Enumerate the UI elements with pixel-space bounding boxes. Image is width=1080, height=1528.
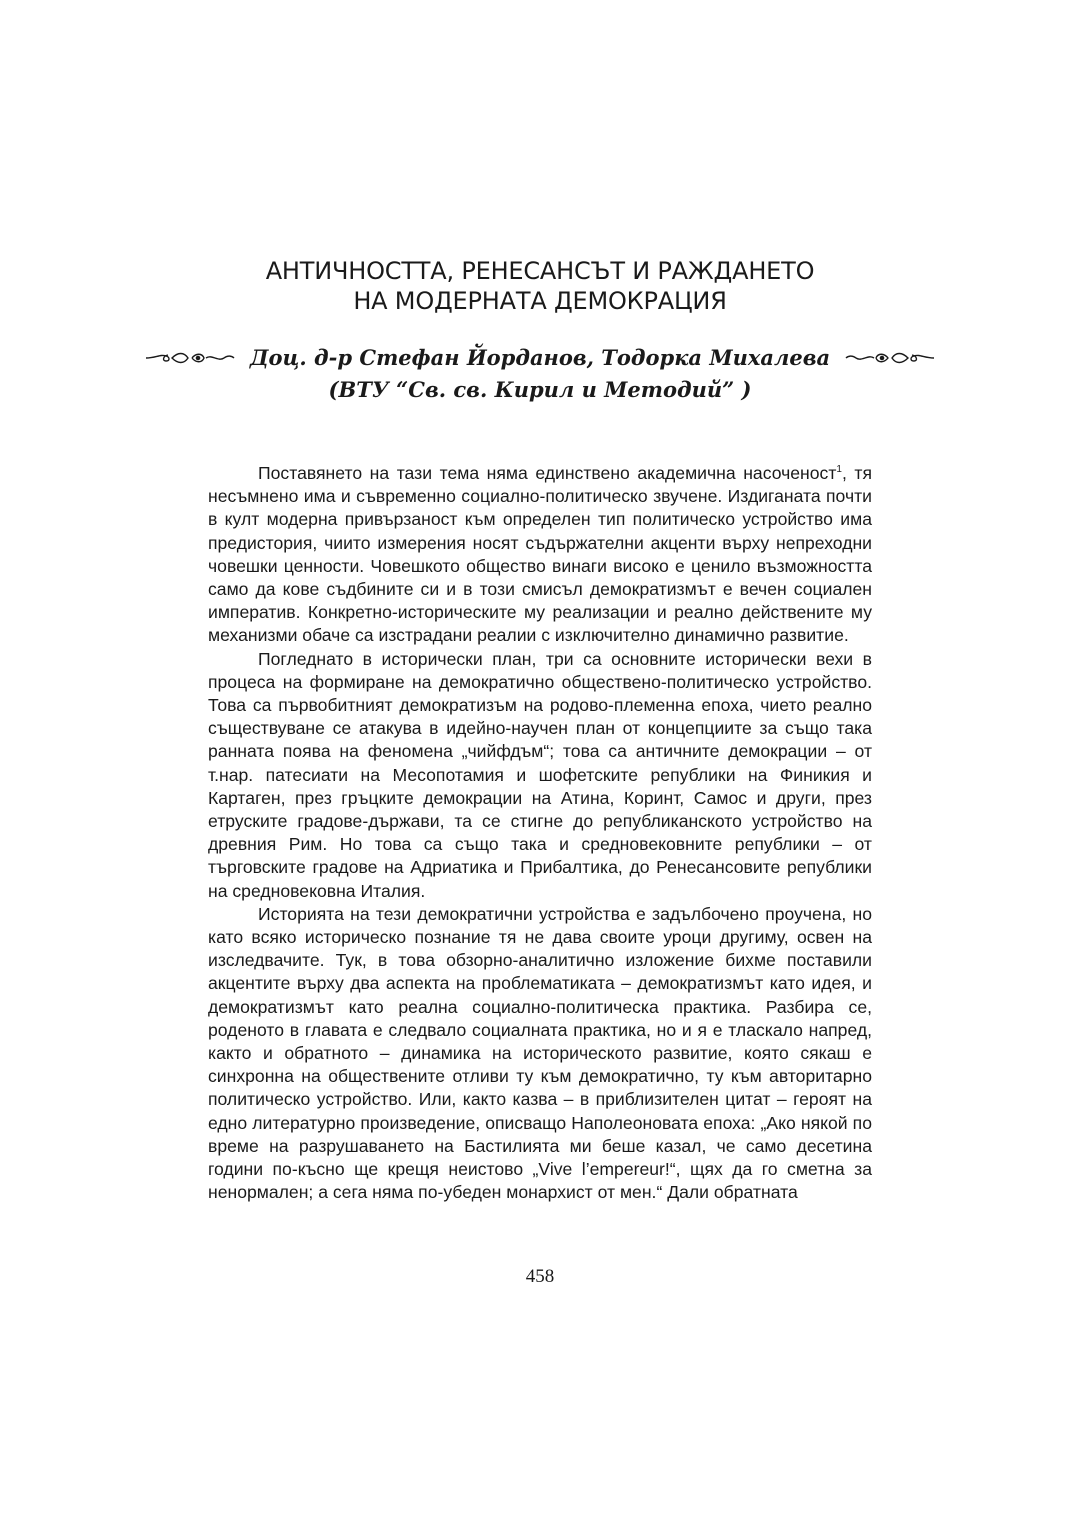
title-line-1: АНТИЧНОСТТА, РЕНЕСАНСЪТ И РАЖДАНЕТО xyxy=(265,257,815,285)
flourish-right-icon xyxy=(844,350,936,366)
paragraph-3: Историята на тези демократични устройства е задълбочено проучена, но като всяко историческо познание тя не дава своите уроци другиму, освен на изследвачите. Тук, в това обзорно-аналитично изложение бихме поставили акцентите върху два аспекта на проблематиката – демократизмът като идея, и демократизмът като реална социално-политическа практика. Разбира се, роденото в главата е следвало социалната практика, но и я е тласкало напред, както и обратното – динамика на историческото развитие, която сякаш е синхронна на обществените отливи ту към демократично, ту към авторитарно политическо устройство. Или, както казва – в приблизителен цитат – героят на едно литературно произведение, описващо Наполеоновата епоха: „Ако някой по време на разрушаването на Бастилията ми беше казал, че само десетина години по-късно ще крещя неистово „Vive l’empereur!“, щях да го сметна за ненормален; а сега няма по-убеден монархист от мен.“ Дали обратната xyxy=(208,903,872,1203)
author-block xyxy=(150,342,930,406)
article-title xyxy=(180,256,900,316)
author-line xyxy=(150,342,930,374)
author-names: Доц. д-р Стефан Йорданов, Тодорка Михалева xyxy=(249,345,831,370)
page-number: 458 xyxy=(525,1266,555,1287)
article-body xyxy=(208,462,872,1205)
flourish-left-icon xyxy=(144,350,236,366)
paragraph-1-text-end: , тя несъмнено има и съвременно социално-политическо звучене. Издиганата почти в култ модерна привързаност към определен тип политическо устройство има предистория, чиито измерения носят съдържателни акценти върху непреходни човешки ценности. Човешкото общество винаги високо е ценило възможността само да кове съдбините си и в този смисъл демократизмът е вечен социален императив. Конкретно-историческите му реализации и реално действените му механизми обаче са изстрадани реалии с изключително динамично развитие. xyxy=(208,463,872,646)
paragraph-1 xyxy=(208,462,872,648)
title-line-2: НА МОДЕРНАТА ДЕМОКРАЦИЯ xyxy=(353,287,727,315)
paragraph-1-text-start: Поставянето на тази тема няма единствено академична насоченост xyxy=(258,463,837,483)
paragraph-2: Погледнато в исторически план, три са основните исторически вехи в процеса на формиране на демократично обществено-политическо устройство. Това са първобитният демократизъм на родово-племенна епоха, чието реално съществуване се атакува в идейно-научен план от концепциите за също така ранната поява на феномена „чийфдъм“; това са античните демокрации – от т.нар. патесиати на Месопотамия и шофетските републики на Финикия и Картаген, през гръцките демокрации на Атина, Коринт, Самос и други, през етруските градове-държави, та се стигне до републиканското устройство на древния Рим. Но това са също така и средновековните републики – от търговските градове на Адриатика и Прибалтика, до Ренесансовите републики на средновековна Италия. xyxy=(208,648,872,901)
footnote-marker[interactable]: 1 xyxy=(836,464,842,476)
author-affiliation: (ВТУ “Св. св. Кирил и Методий” ) xyxy=(328,377,752,402)
